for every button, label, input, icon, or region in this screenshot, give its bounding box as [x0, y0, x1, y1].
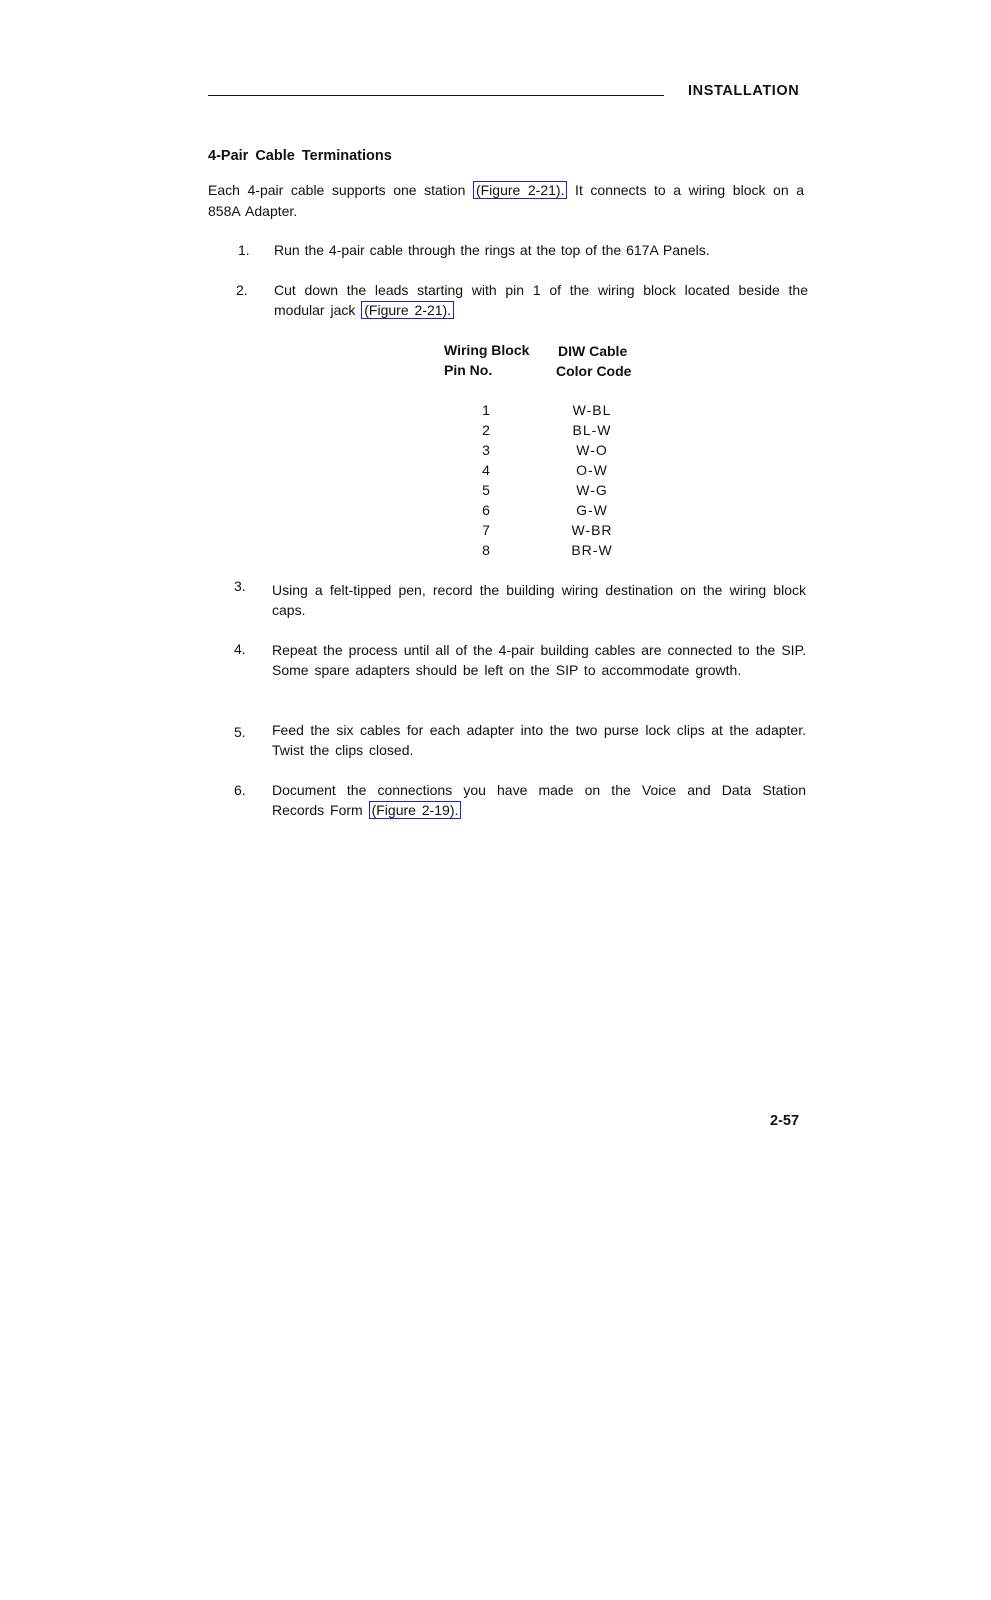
- color-cell: BR-W: [571, 542, 613, 558]
- header-line: Pin No.: [444, 362, 493, 378]
- color-cell: W-BL: [572, 402, 612, 418]
- step-3: [234, 580, 806, 624]
- step-number: 3.: [234, 578, 246, 594]
- color-cell: G-W: [576, 502, 608, 518]
- color-cell: W-G: [576, 482, 608, 498]
- pin-cell: 3: [482, 442, 490, 458]
- section-header: INSTALLATION: [688, 83, 800, 99]
- color-cell: W-BR: [571, 522, 613, 538]
- pin-cell: 1: [482, 402, 490, 418]
- step-text-body: Cut down the leads starting with pin 1 of the wiring block located beside the modular jack: [274, 282, 808, 318]
- color-column: [556, 400, 628, 560]
- color-cell: W-O: [576, 442, 608, 458]
- header-line: DIW Cable: [558, 343, 628, 359]
- intro-text-before: Each 4-pair cable supports one station: [208, 182, 473, 198]
- step-4: [234, 640, 806, 704]
- step-text: [274, 280, 808, 320]
- step-text-body: Document the connections you have made on the Voice and Data Station Records Form: [272, 782, 806, 818]
- pin-cell: 6: [482, 502, 490, 518]
- pin-cell: 8: [482, 542, 490, 558]
- step-1: [238, 240, 808, 262]
- step-number: 2.: [236, 282, 248, 298]
- step-text: [272, 780, 806, 820]
- intro-paragraph: [208, 180, 804, 222]
- color-cell: BL-W: [572, 422, 612, 438]
- pin-cell: 2: [482, 422, 490, 438]
- section-title: 4-Pair Cable Terminations: [208, 148, 392, 164]
- step-text: Run the 4-pair cable through the rings at the top of the 617A Panels.: [274, 242, 710, 258]
- header-line: Wiring Block: [444, 342, 530, 358]
- step-text: Using a felt-tipped pen, record the building wiring destination on the wiring block caps.: [272, 582, 806, 618]
- table-header-color: [556, 341, 631, 381]
- step-6: [234, 780, 806, 824]
- page-number: 2-57: [770, 1113, 800, 1129]
- header-rule: [208, 95, 664, 96]
- header-line: Color Code: [556, 363, 632, 379]
- figure-2-21-link[interactable]: (Figure 2-21).: [473, 181, 568, 199]
- step-number: 5.: [234, 724, 246, 740]
- step-text: Feed the six cables for each adapter into the two purse lock clips at the adapter. Twist the clips closed.: [272, 722, 806, 758]
- pin-cell: 4: [482, 462, 490, 478]
- intro-text-after: It connects to a wiring block on a 858A Adapter.: [208, 182, 805, 219]
- pin-cell: 5: [482, 482, 490, 498]
- step-2: [236, 280, 808, 324]
- pin-cell: 7: [482, 522, 490, 538]
- step-number: 6.: [234, 782, 246, 798]
- color-cell: O-W: [576, 462, 608, 478]
- figure-2-21-link[interactable]: (Figure 2-21).: [361, 301, 454, 319]
- pin-column: [466, 400, 506, 560]
- step-number: 1.: [238, 242, 250, 258]
- step-5: [234, 720, 806, 764]
- step-number: 4.: [234, 641, 246, 657]
- table-header-pin: [444, 340, 529, 380]
- figure-2-19-link[interactable]: (Figure 2-19).: [369, 801, 462, 819]
- step-text: Repeat the process until all of the 4-pair building cables are connected to the SIP. Some spare adapters should be left on the SIP to accommodate growth.: [272, 642, 806, 678]
